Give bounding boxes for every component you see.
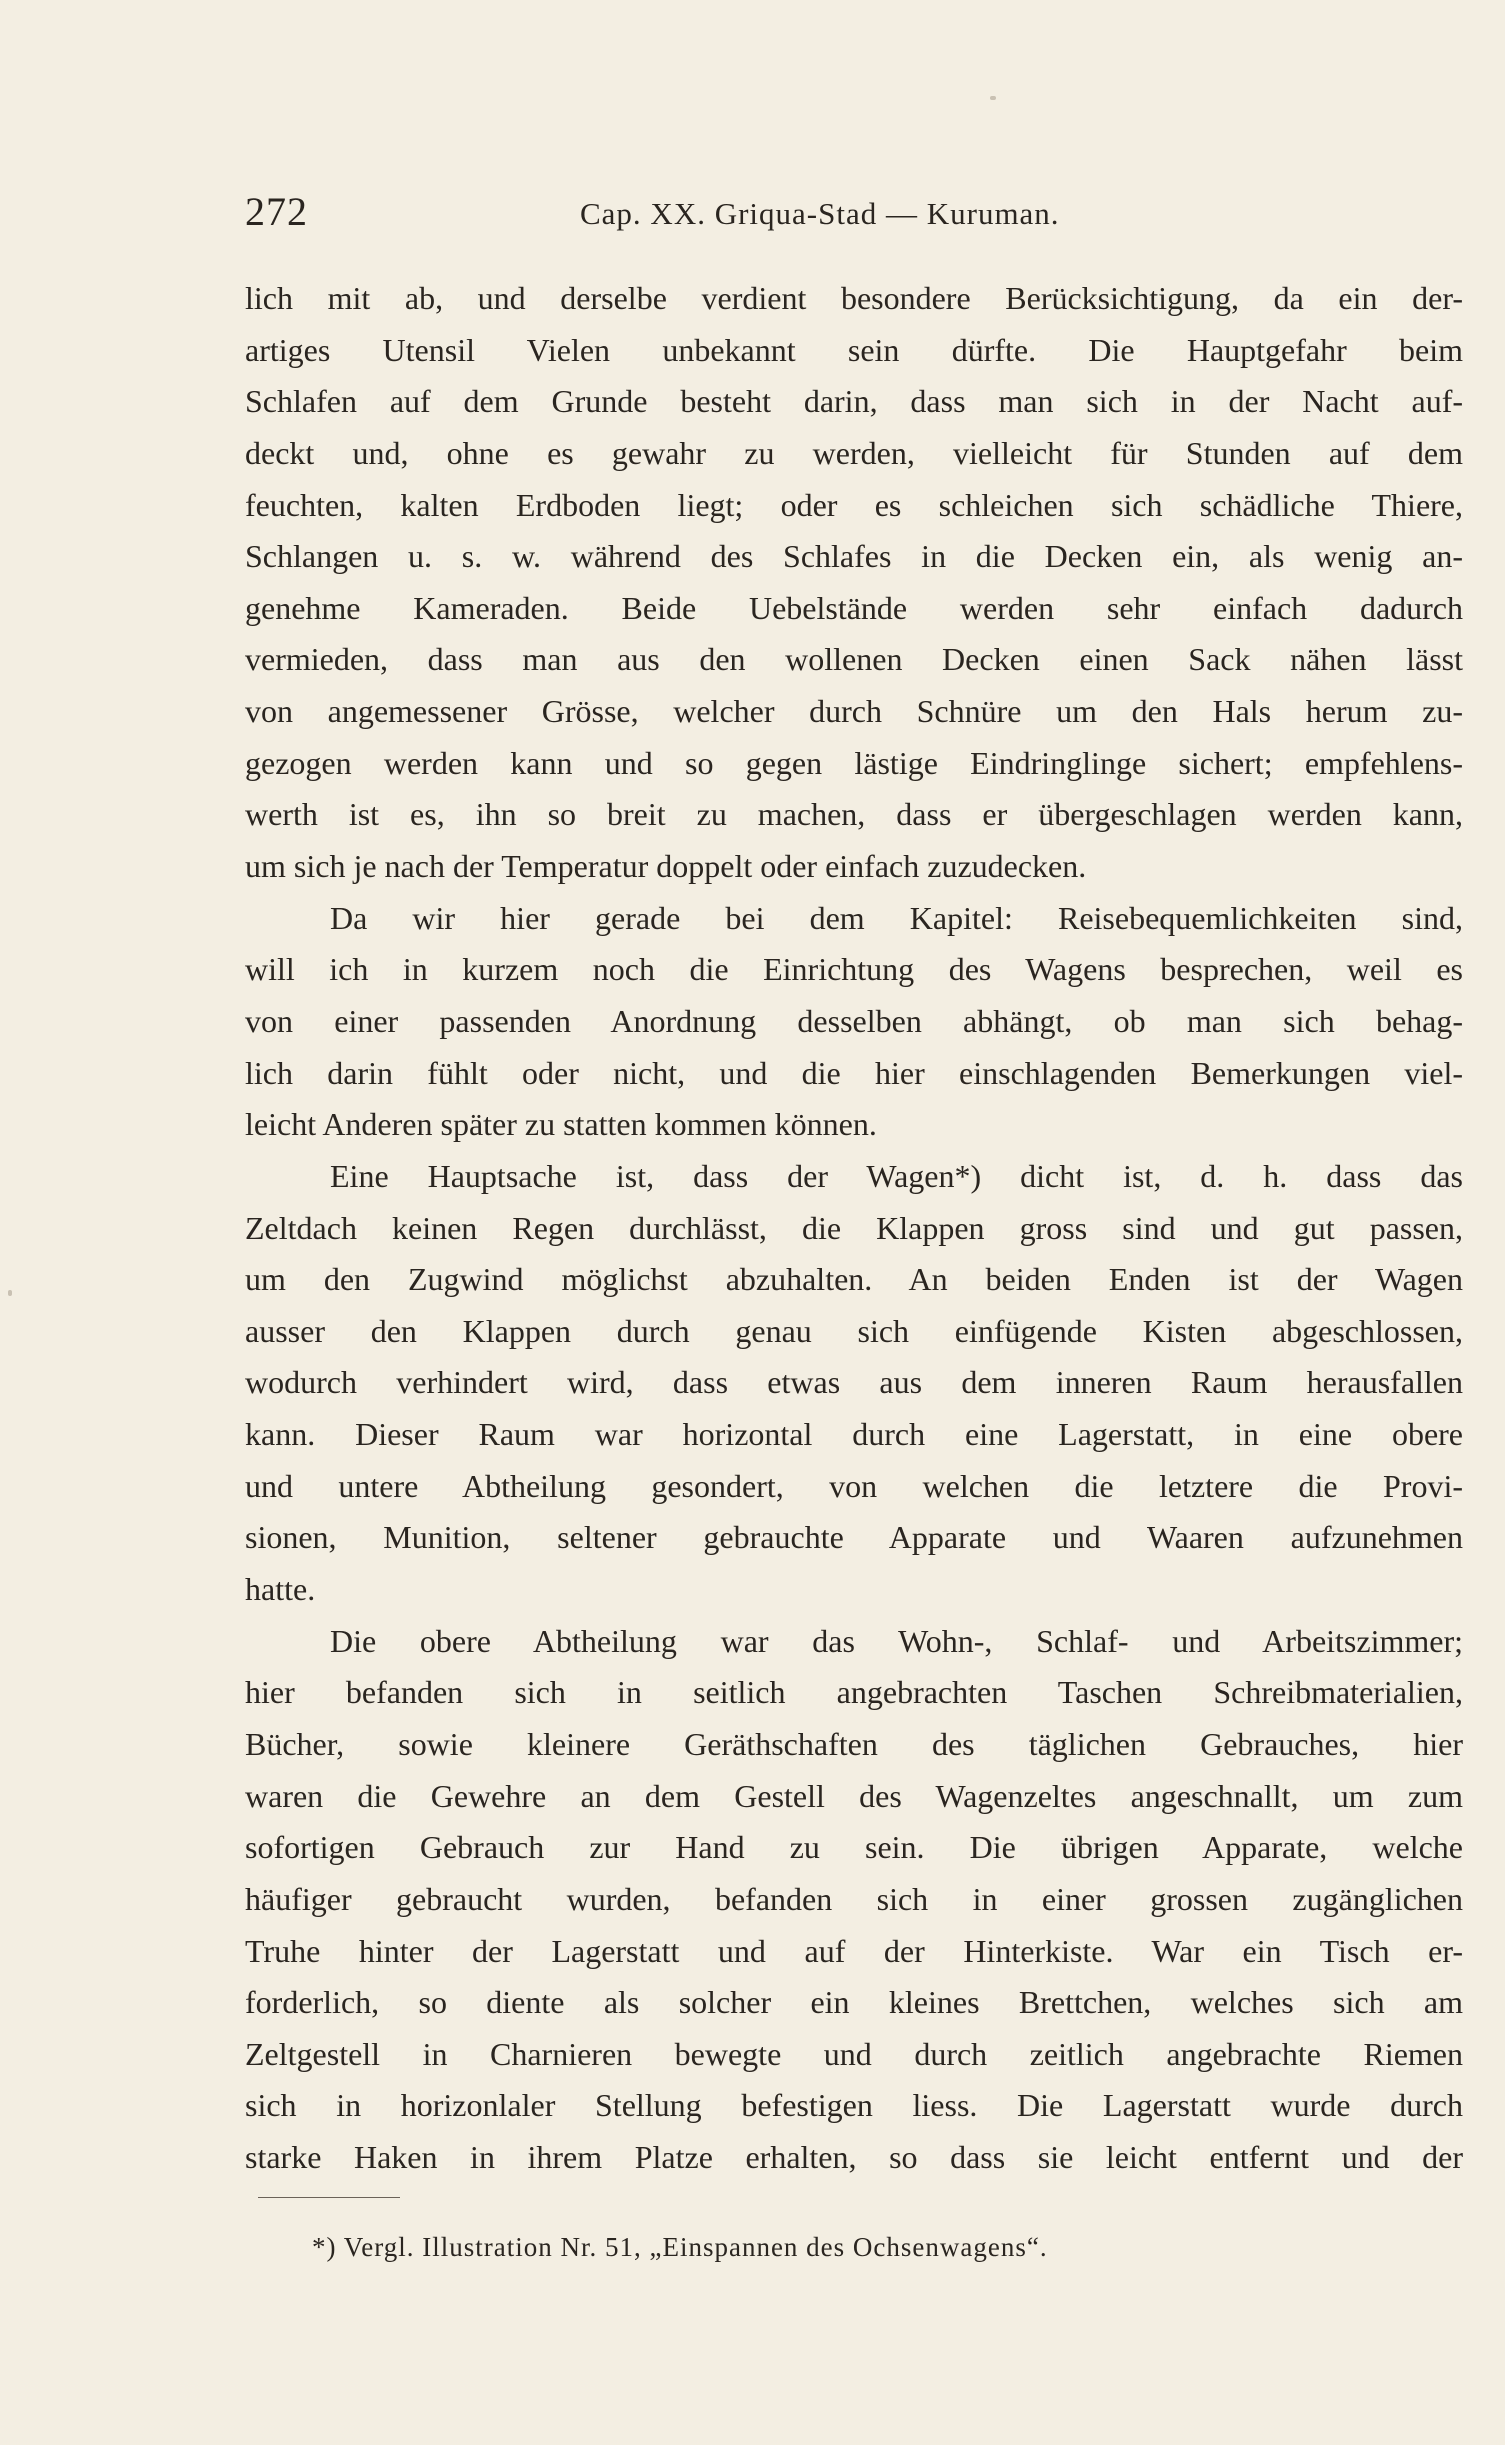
text-line: werth ist es, ihn so breit zu machen, dass er übergeschlagen werden kann, xyxy=(245,796,1463,833)
text-line: von einer passenden Anordnung desselben abhängt, ob man sich behag- xyxy=(245,1002,1463,1039)
paper-speck xyxy=(990,96,996,100)
text-line: und untere Abtheilung gesondert, von welchen die letztere die Provi- xyxy=(245,1467,1463,1504)
text-line: artiges Utensil Vielen unbekannt sein dürfte. Die Hauptgefahr beim xyxy=(245,331,1463,368)
footnote: *) Vergl. Illustration Nr. 51, „Einspannen des Ochsenwagens“. xyxy=(312,2232,1048,2262)
text-line: lich darin fühlt oder nicht, und die hier einschlagenden Bemerkungen viel- xyxy=(245,1054,1463,1091)
text-line: waren die Gewehre an dem Gestell des Wagenzeltes angeschnallt, um zum xyxy=(245,1777,1463,1814)
text-line: feuchten, kalten Erdboden liegt; oder es schleichen sich schädliche Thiere, xyxy=(245,486,1463,523)
text-line: häufiger gebraucht wurden, befanden sich in einer grossen zugänglichen xyxy=(245,1880,1463,1917)
text-line: forderlich, so diente als solcher ein kleines Brettchen, welches sich am xyxy=(245,1984,1463,2021)
page-header xyxy=(245,188,1460,238)
text-line: genehme Kameraden. Beide Uebelstände werden sehr einfach dadurch xyxy=(245,589,1463,626)
running-head: Cap. XX. Griqua-Stad — Kuruman. xyxy=(580,196,1060,231)
text-line: Schlafen auf dem Grunde besteht darin, dass man sich in der Nacht auf- xyxy=(245,383,1463,420)
text-line: Da wir hier gerade bei dem Kapitel: Reisebequemlichkeiten sind, xyxy=(330,899,1463,936)
text-line: Truhe hinter der Lagerstatt und auf der Hinterkiste. War ein Tisch er- xyxy=(245,1932,1463,1969)
text-line: Eine Hauptsache ist, dass der Wagen*) dicht ist, d. h. dass das xyxy=(330,1157,1463,1194)
text-line: ausser den Klappen durch genau sich einfügende Kisten abgeschlossen, xyxy=(245,1312,1463,1349)
paper-speck xyxy=(8,1290,12,1296)
text-line: wodurch verhindert wird, dass etwas aus dem inneren Raum herausfallen xyxy=(245,1364,1463,1401)
text-line: vermieden, dass man aus den wollenen Decken einen Sack nähen lässt xyxy=(245,641,1463,678)
footnote-divider xyxy=(258,2197,400,2198)
text-line: Schlangen u. s. w. während des Schlafes in die Decken ein, als wenig an- xyxy=(245,538,1463,575)
text-line: starke Haken in ihrem Platze erhalten, so dass sie leicht entfernt und der xyxy=(245,2139,1463,2176)
page-number: 272 xyxy=(245,189,308,234)
text-line: kann. Dieser Raum war horizontal durch eine Lagerstatt, in eine obere xyxy=(245,1416,1463,1453)
text-line: sionen, Munition, seltener gebrauchte Apparate und Waaren aufzunehmen xyxy=(245,1519,1463,1556)
text-line: will ich in kurzem noch die Einrichtung des Wagens besprechen, weil es xyxy=(245,951,1463,988)
text-line: sofortigen Gebrauch zur Hand zu sein. Die übrigen Apparate, welche xyxy=(245,1829,1463,1866)
text-line: Die obere Abtheilung war das Wohn-, Schlaf- und Arbeitszimmer; xyxy=(330,1622,1463,1659)
text-line: um sich je nach der Temperatur doppelt oder einfach zuzudecken. xyxy=(245,848,1087,885)
text-line: Zeltdach keinen Regen durchlässt, die Klappen gross sind und gut passen, xyxy=(245,1209,1463,1246)
text-line: Bücher, sowie kleinere Geräthschaften des täglichen Gebrauches, hier xyxy=(245,1725,1463,1762)
text-line: sich in horizonlaler Stellung befestigen liess. Die Lagerstatt wurde durch xyxy=(245,2087,1463,2124)
text-line: um den Zugwind möglichst abzuhalten. An beiden Enden ist der Wagen xyxy=(245,1261,1463,1298)
text-line: hier befanden sich in seitlich angebrachten Taschen Schreibmaterialien, xyxy=(245,1674,1463,1711)
text-line: leicht Anderen später zu statten kommen können. xyxy=(245,1106,877,1143)
text-line: lich mit ab, und derselbe verdient besondere Berücksichtigung, da ein der- xyxy=(245,280,1463,316)
text-line: von angemessener Grösse, welcher durch Schnüre um den Hals herum zu- xyxy=(245,693,1463,730)
text-line: hatte. xyxy=(245,1571,316,1608)
body-text xyxy=(245,273,1463,2184)
text-line: deckt und, ohne es gewahr zu werden, vielleicht für Stunden auf dem xyxy=(245,434,1463,471)
text-line: gezogen werden kann und so gegen lästige Eindringlinge sichert; empfehlens- xyxy=(245,744,1463,781)
text-line: Zeltgestell in Charnieren bewegte und durch zeitlich angebrachte Riemen xyxy=(245,2035,1463,2072)
